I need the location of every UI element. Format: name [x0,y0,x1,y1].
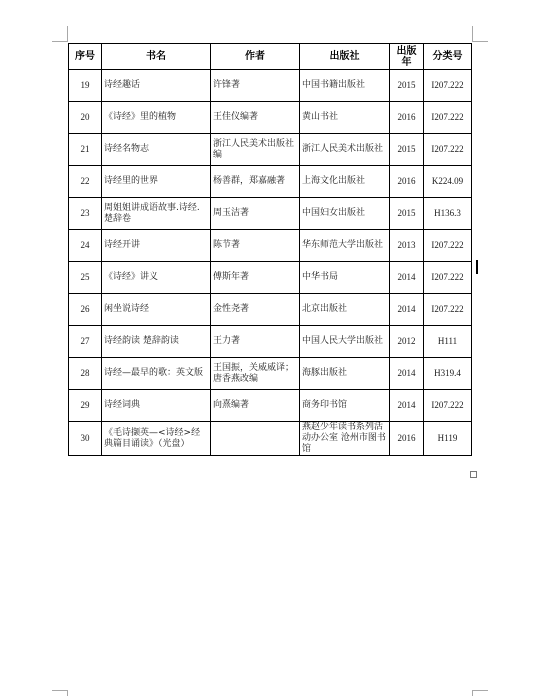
header-title[interactable]: 书名 [102,44,211,70]
table-row [69,294,472,326]
cell-year[interactable]: 2016 [390,422,424,456]
cell-author[interactable]: 许锋著 [211,70,300,102]
cell-class[interactable]: H119 [424,422,472,456]
cell-no[interactable]: 26 [69,294,102,326]
table-row [69,198,472,230]
cell-no[interactable]: 28 [69,358,102,390]
cell-no[interactable]: 30 [69,422,102,456]
cell-publisher[interactable]: 华东师范大学出版社 [300,230,390,262]
cell-title[interactable]: 诗经趣话 [102,70,211,102]
header-publisher[interactable]: 出版社 [300,44,390,70]
cell-title[interactable]: 诗经名物志 [102,134,211,166]
cell-author[interactable]: 王力著 [211,326,300,358]
cell-publisher[interactable]: 燕赵少年读书系列活动办公室 沧州市图书馆 [300,422,390,456]
table-row [69,326,472,358]
cell-author[interactable]: 金性尧著 [211,294,300,326]
cell-title[interactable]: 诗经里的世界 [102,166,211,198]
cell-year[interactable]: 2015 [390,198,424,230]
cell-class[interactable]: I207.222 [424,294,472,326]
crop-mark-bottom-right-h [472,690,488,691]
cell-class[interactable]: I207.222 [424,262,472,294]
cell-title[interactable]: 《诗经》里的植物 [102,102,211,134]
cell-title[interactable]: 周姐姐讲成语故事.诗经.楚辞卷 [102,198,211,230]
cell-publisher[interactable]: 中国书籍出版社 [300,70,390,102]
cell-publisher[interactable]: 上海文化出版社 [300,166,390,198]
cell-author[interactable] [211,422,300,456]
cell-class[interactable]: I207.222 [424,230,472,262]
crop-mark-top-right-v [472,26,473,42]
table-row [69,262,472,294]
cell-year[interactable]: 2014 [390,390,424,422]
table-row [69,134,472,166]
cell-no[interactable]: 25 [69,262,102,294]
cell-title[interactable]: 《毛诗撷英—<诗经>经典篇目诵读》（光盘） [102,422,211,456]
cell-year[interactable]: 2016 [390,166,424,198]
header-no[interactable]: 序号 [69,44,102,70]
cell-author[interactable]: 浙江人民美术出版社编 [211,134,300,166]
table-row [69,422,472,456]
cell-publisher[interactable]: 商务印书馆 [300,390,390,422]
cell-author[interactable]: 王佳仪编著 [211,102,300,134]
cell-year[interactable]: 2013 [390,230,424,262]
cell-author[interactable]: 陈节著 [211,230,300,262]
cell-publisher[interactable]: 黄山书社 [300,102,390,134]
cell-title[interactable]: 诗经韵读 楚辞韵读 [102,326,211,358]
cell-publisher[interactable]: 北京出版社 [300,294,390,326]
cell-author[interactable]: 杨善群，郑嘉融著 [211,166,300,198]
cell-author[interactable]: 向熹编著 [211,390,300,422]
cell-year[interactable]: 2016 [390,102,424,134]
cell-year[interactable]: 2015 [390,134,424,166]
cell-year[interactable]: 2014 [390,358,424,390]
cell-publisher[interactable]: 中华书局 [300,262,390,294]
table-row [69,230,472,262]
header-author[interactable]: 作者 [211,44,300,70]
cell-no[interactable]: 24 [69,230,102,262]
cell-no[interactable]: 23 [69,198,102,230]
cell-year[interactable]: 2015 [390,70,424,102]
header-class[interactable]: 分类号 [424,44,472,70]
book-list-table [68,43,472,456]
table-resize-handle[interactable] [470,471,477,478]
cell-no[interactable]: 27 [69,326,102,358]
cell-no[interactable]: 21 [69,134,102,166]
cell-no[interactable]: 29 [69,390,102,422]
crop-mark-bottom-right-v [472,690,473,696]
text-cursor [476,260,478,274]
cell-year[interactable]: 2014 [390,262,424,294]
crop-mark-bottom-left-v [67,690,68,696]
table-row [69,166,472,198]
table-row [69,70,472,102]
cell-no[interactable]: 22 [69,166,102,198]
cell-class[interactable]: H136.3 [424,198,472,230]
table-row [69,102,472,134]
cell-title[interactable]: 闲坐说诗经 [102,294,211,326]
cell-class[interactable]: H111 [424,326,472,358]
cell-class[interactable]: H319.4 [424,358,472,390]
header-year[interactable]: 出版年 [390,44,424,70]
cell-title[interactable]: 《诗经》讲义 [102,262,211,294]
cell-class[interactable]: I207.222 [424,70,472,102]
table-row [69,358,472,390]
cell-no[interactable]: 19 [69,70,102,102]
crop-mark-top-left-h [52,41,68,42]
cell-publisher[interactable]: 海豚出版社 [300,358,390,390]
cell-title[interactable]: 诗经开讲 [102,230,211,262]
cell-author[interactable]: 周玉洁著 [211,198,300,230]
cell-class[interactable]: I207.222 [424,102,472,134]
cell-author[interactable]: 王国振，关威威译；唐香燕改编 [211,358,300,390]
table-row [69,390,472,422]
table-header-row [69,44,472,70]
cell-title[interactable]: 诗经—最早的歌：英文版 [102,358,211,390]
crop-mark-top-left-v [67,26,68,42]
cell-no[interactable]: 20 [69,102,102,134]
cell-class[interactable]: K224.09 [424,166,472,198]
cell-class[interactable]: I207.222 [424,134,472,166]
cell-class[interactable]: I207.222 [424,390,472,422]
cell-title[interactable]: 诗经词典 [102,390,211,422]
cell-publisher[interactable]: 中国人民大学出版社 [300,326,390,358]
cell-publisher[interactable]: 浙江人民美术出版社 [300,134,390,166]
crop-mark-bottom-left-h [52,690,68,691]
cell-year[interactable]: 2012 [390,326,424,358]
cell-author[interactable]: 傅斯年著 [211,262,300,294]
cell-publisher[interactable]: 中国妇女出版社 [300,198,390,230]
crop-mark-top-right-h [472,41,488,42]
cell-year[interactable]: 2014 [390,294,424,326]
